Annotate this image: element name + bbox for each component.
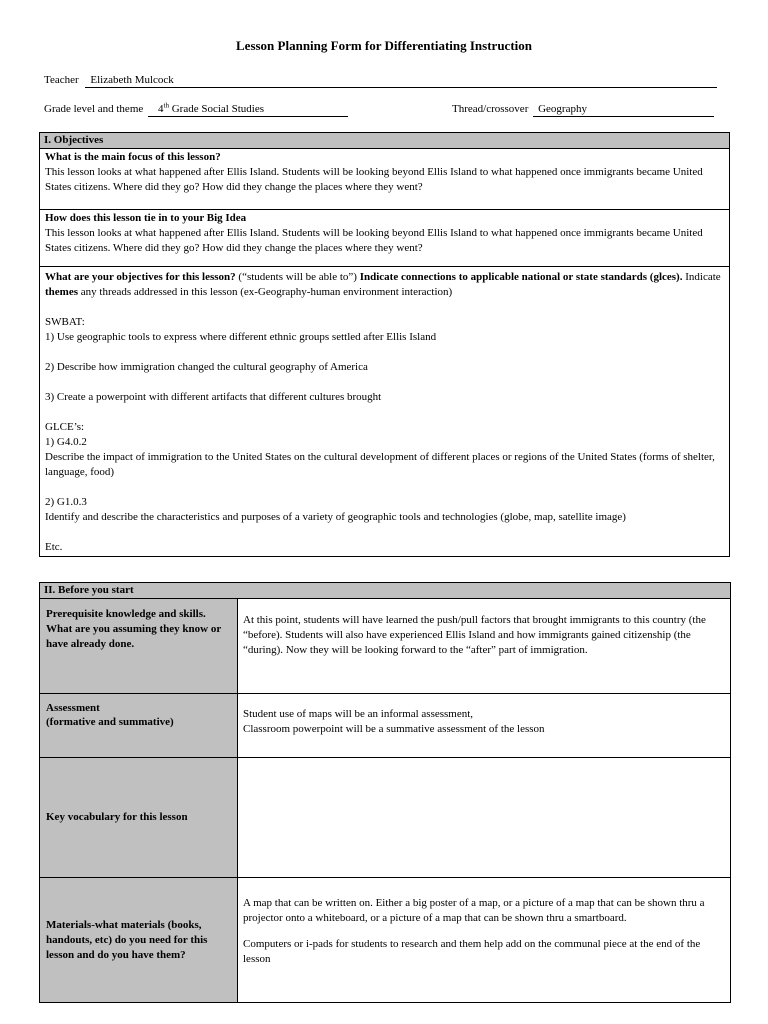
objectives-bigidea-cell [40,210,730,267]
thread-row [452,102,714,117]
vocabulary-label: Key vocabulary for this lesson [40,758,238,878]
objectives-focus-cell [40,149,730,210]
materials-content [238,878,731,1003]
page-title: Lesson Planning Form for Differentiating Instruction [236,38,532,53]
standards-question: What are your objectives for this lesson? (“students will be able to”) Indicate connections to applicable national or state standards (glces). Indicate themes any threads addressed in this lesson (ex-Geography-human environment interaction) [45,271,721,298]
before-heading: II. Before you start [40,583,731,599]
materials-text-2: Computers or i-pads for students to research and them help add on the communal piece at the end of the lesson [243,938,701,965]
assessment-label: Assessment [46,702,100,714]
objectives-heading: I. Objectives [40,133,730,149]
prereq-label: Prerequisite knowledge and skills. What are you assuming they know or have already done. [40,599,238,694]
focus-answer: This lesson looks at what happened after Ellis Island. Students will be looking beyond Ellis Island to what happened once immigrants became United States citizens. Where did they go? How did they change the places where they went? [45,166,703,193]
objective-3: 3) Create a powerpoint with different artifacts that different cultures brought [45,391,382,403]
focus-question: What is the main focus of this lesson? [45,151,221,163]
thread-field [533,102,714,117]
assessment-sublabel: (formative and summative) [46,716,174,728]
objectives-table [39,132,730,557]
glce-1-code: 1) G4.0.2 [45,436,87,448]
etc-text: Etc. [45,541,63,553]
bigidea-question: How does this lesson tie in to your Big Idea [45,212,247,224]
glce-1-text: Describe the impact of immigration to the United States on the cultural development of different places or regions of the United States (forms of shelter, language, food) [45,451,715,478]
assessment-line-2: Classroom powerpoint will be a summative assessment of the lesson [243,723,545,735]
assessment-content [238,694,731,758]
materials-text-1: A map that can be written on. Either a big poster of a map, or a picture of a map that can be shown thru a projector onto a whiteboard, or a picture of a map that can be shown thru a smartboard. [243,897,705,924]
glce-2-code: 2) G1.0.3 [45,496,87,508]
prereq-content [238,599,731,694]
grade-label: Grade level and theme [44,103,144,115]
objective-1: 1) Use geographic tools to express where different ethnic groups settled after Ellis Island [45,331,437,343]
assessment-label-cell [40,694,238,758]
assessment-line-1: Student use of maps will be an informal assessment, [243,708,474,720]
thread-label: Thread/crossover [452,103,529,115]
glce-2-text: Identify and describe the characteristics and purposes of a variety of geographic tools and technologies (globe, map, satellite image) [45,511,626,523]
before-table [39,582,731,1003]
teacher-field [85,73,717,88]
objective-2: 2) Describe how immigration changed the cultural geography of America [45,361,368,373]
teacher-value: Elizabeth Mulcock [90,74,174,86]
swbat-label: SWBAT: [45,316,85,328]
grade-value: 4th Grade Social Studies [158,101,264,115]
objectives-standards-cell [40,267,730,557]
teacher-row [44,73,717,88]
teacher-label: Teacher [44,74,79,86]
thread-value: Geography [538,103,587,115]
grade-field [148,102,348,117]
grade-row [44,102,348,117]
vocabulary-content [238,758,731,878]
bigidea-answer: This lesson looks at what happened after Ellis Island. Students will be looking beyond Ellis Island to what happened once immigrants became United States citizens. Where did they go? How did they change the places where they went? [45,227,703,254]
prereq-text: At this point, students will have learned the push/pull factors that brought immigrants to this country (the “before). Students will also have experienced Ellis Island and how immigrants gained citizenship (the “during). Now they will be looking forward to the “after” part of immigration. [243,614,706,656]
glce-label: GLCE’s: [45,421,85,433]
materials-label: Materials-what materials (books, handouts, etc) do you need for this lesson and do you have them? [40,878,238,1003]
